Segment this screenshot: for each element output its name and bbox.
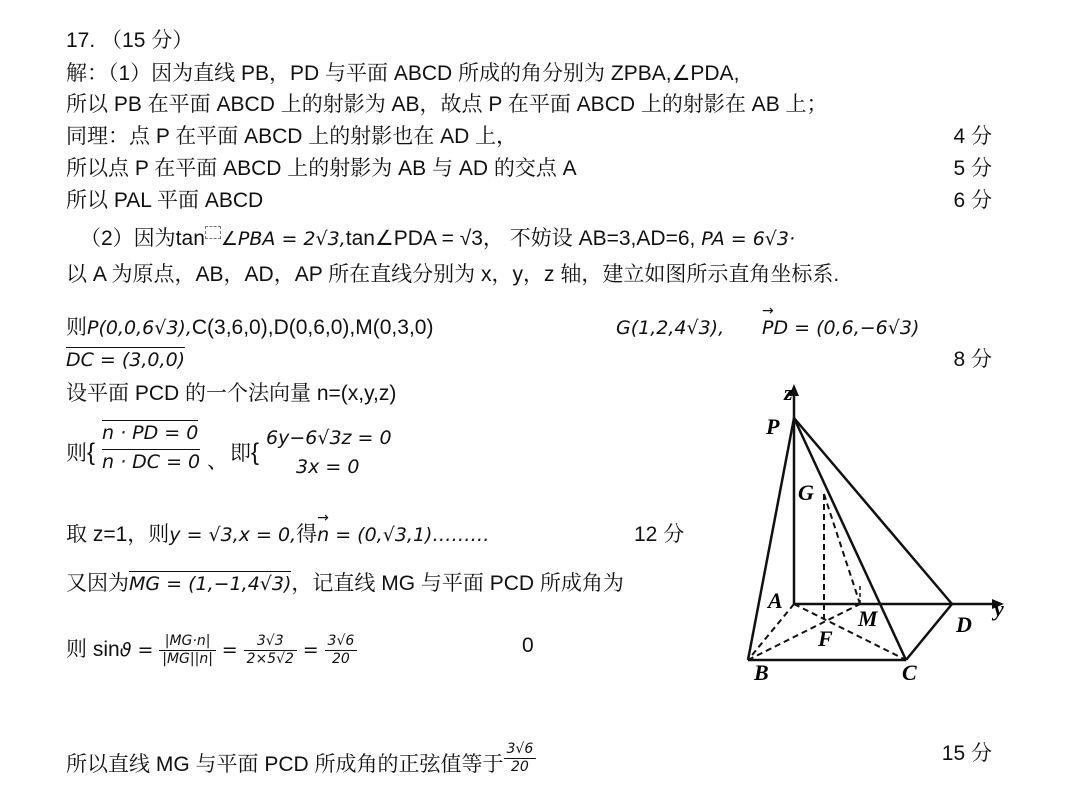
fraction-4-num: 3√6: [504, 741, 537, 759]
system-comma: 、: [207, 450, 228, 473]
vector-mg: MG = (1,−1,4√3): [129, 573, 292, 595]
tan-pba: ∠PBA = 2√3,: [220, 228, 346, 250]
sin-word: 则 sin: [66, 638, 120, 662]
fraction-1-den: |MG||n|: [162, 651, 213, 667]
score-6: 6 分: [953, 189, 992, 212]
system-ie: 即{: [230, 439, 260, 466]
label-m: M: [858, 606, 878, 631]
vector-pd-expr: → PD = (0,6,−6√3): [762, 315, 919, 341]
point-g: G(1,2,4√3),: [616, 317, 725, 339]
fraction-2-den: 2×5√2: [246, 651, 294, 667]
solution-line-1: 解：（1）因为直线 PB，PD 与平面 ABCD 所成的角分别为 ZPBA,∠PDA,: [66, 62, 740, 85]
angle-note: ，记直线 MG 与平面 PCD 所成角为: [291, 572, 624, 595]
part2-line-5: 设平面 PCD 的一个法向量 n=(x,y,z): [66, 382, 397, 405]
pa-length: PA = 6√3·: [701, 228, 796, 250]
diag-bm: [748, 604, 860, 660]
point-p: P(0,0,6√3),: [87, 317, 192, 339]
label-a: A: [768, 588, 783, 613]
solution-line-4: 所以点 P 在平面 ABCD 上的射影为 AB 与 AD 的交点 A: [66, 157, 577, 180]
broken-glyph-icon: [205, 226, 221, 239]
score-12: 12 分: [634, 523, 685, 546]
problem-header: 17. （15 分）: [66, 29, 194, 52]
system-eq-1: [102, 420, 198, 446]
score-8: 8 分: [953, 348, 992, 371]
theta-eq: ϑ =: [119, 639, 154, 662]
diag-ac: [794, 604, 906, 660]
score-5: 5 分: [953, 157, 992, 180]
fraction-1-num: |MG·n|: [159, 633, 216, 651]
also-because: 又因为: [66, 572, 129, 595]
vector-dc: [66, 347, 185, 373]
solution-line-3: 同理：点 P 在平面 ABCD 上的射影也在 AD 上，: [66, 125, 518, 148]
label-f: F: [818, 626, 833, 651]
system-ie-word: 即: [230, 442, 251, 465]
then-word: 则: [66, 316, 87, 339]
stray-zero: 0: [522, 634, 534, 657]
part2-line-2: 以 A 为原点，AB，AD，AP 所在直线分别为 x，y，z 轴，建立如图所示直角坐标系.: [66, 263, 840, 286]
get-word: 得: [296, 523, 318, 546]
points-cdm: C(3,6,0),D(0,6,0),M(0,3,0): [191, 316, 434, 339]
label-b: B: [754, 660, 769, 685]
fraction-2-num: 3√3: [244, 633, 297, 651]
solve-xy: y = √3,x = 0,: [169, 524, 297, 546]
fraction-3-den: 20: [331, 651, 350, 667]
system-eq-4: 3x = 0: [296, 456, 360, 478]
system-eq-3: 6y−6√3z = 0: [266, 427, 392, 449]
system-eq-2: [102, 449, 200, 475]
system-then: 则{: [66, 439, 96, 466]
part2-line-3: [66, 315, 433, 341]
part2-intro: （2）因为tan: [80, 227, 205, 250]
take-z: 取 z=1，则: [66, 523, 170, 546]
solution-line-2: 所以 PB 在平面 ABCD 上的射影为 AB，故点 P 在平面 ABCD 上的射影在 AB 上；: [66, 93, 828, 116]
tan-pda: tan∠PDA = √3，: [345, 227, 504, 250]
system-eq-2-expr: n · DC = 0: [102, 451, 201, 473]
system-then-word: 则: [66, 442, 87, 465]
edge-pb: [748, 418, 794, 660]
fraction-4-den: 20: [510, 759, 529, 775]
solution-line-5: 所以 PAL 平面 ABCD: [66, 189, 264, 212]
part2-line-8: 则 sinϑ = $\frac{|MG\cdot n|}{|MG||n|}$ = $\frac{3√3}{2\times 5√2}$ = $\frac{3√6}{20}$: [66, 633, 357, 668]
fraction-2: [244, 633, 297, 668]
label-y: y: [994, 596, 1004, 621]
edge-cd: [906, 604, 952, 660]
system-eq-1-expr: n · PD = 0: [102, 422, 199, 444]
label-p: P: [766, 414, 780, 439]
assume-lengths: 不妨设 AB=3,AD=6,: [509, 227, 696, 250]
score-15: 15 分: [941, 742, 992, 765]
label-z: z: [784, 380, 793, 405]
vector-pd: [762, 315, 919, 341]
normal-vector: → n = (0,√3,1)………: [317, 522, 489, 548]
edge-pd: [794, 418, 952, 604]
label-c: C: [902, 660, 917, 685]
label-d: D: [956, 612, 972, 637]
part2-line-9: [66, 741, 536, 778]
fraction-3-num: 3√6: [325, 633, 358, 651]
fraction-4: [504, 741, 537, 776]
label-g: G: [798, 480, 814, 505]
part2-line-6: [66, 522, 489, 548]
fraction-3: [325, 633, 358, 668]
vector-dc-expr: DC = (3,0,0): [66, 349, 186, 371]
part2-line-1: [80, 226, 795, 252]
conclusion: 所以直线 MG 与平面 PCD 所成角的正弦值等于: [66, 753, 504, 776]
fraction-1: [159, 633, 216, 668]
edge-pc: [794, 418, 906, 660]
pyramid-figure: [712, 376, 1022, 696]
score-4: 4 分: [953, 125, 992, 148]
part2-line-7: [66, 571, 624, 597]
